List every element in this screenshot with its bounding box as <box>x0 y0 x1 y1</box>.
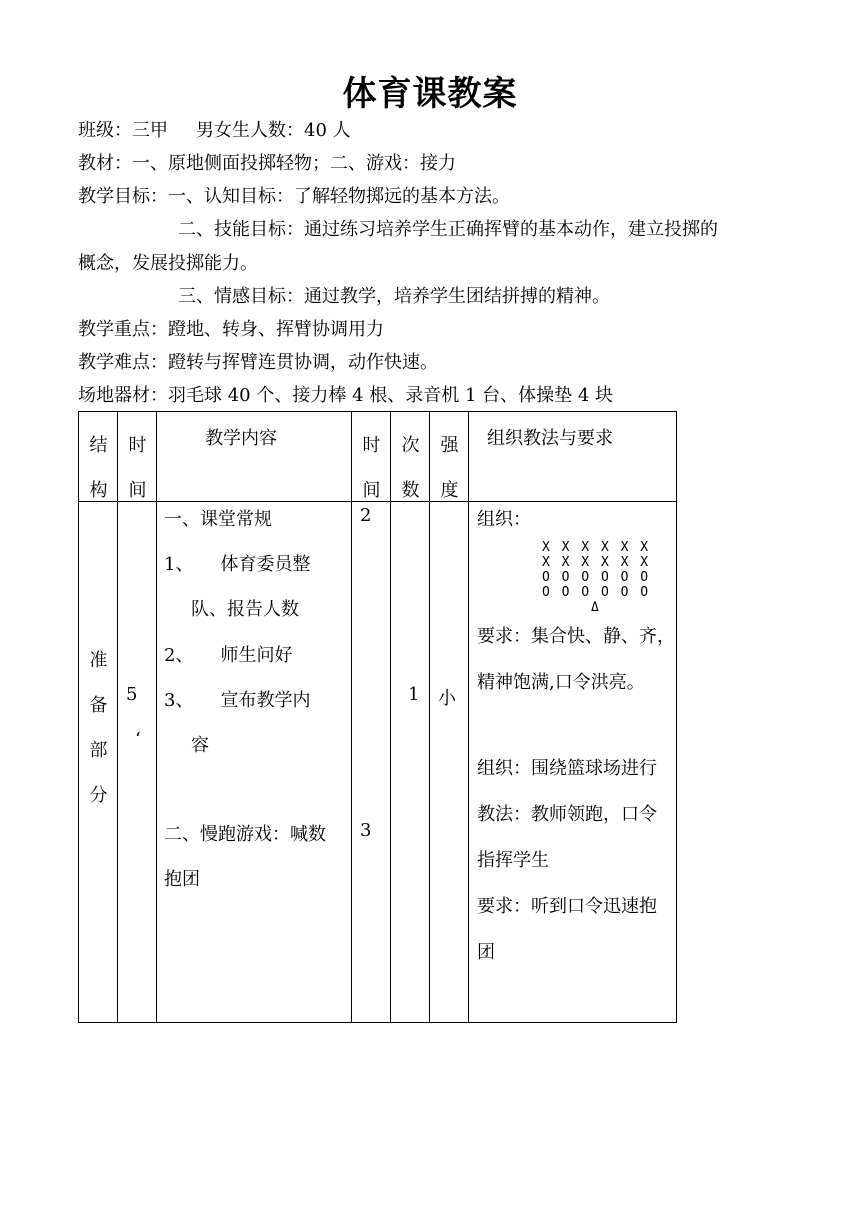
header-content <box>157 412 352 502</box>
formation-row-2: X X X X X X <box>542 555 651 570</box>
header-time2-2: 间 <box>362 480 381 501</box>
class-label: 班级：三甲 <box>78 120 168 141</box>
header-count-2: 数 <box>401 480 420 501</box>
equipment: 场地器材：羽毛球 40 个、接力棒 4 根、录音机 1 台、体操垫 4 块 <box>78 385 614 406</box>
goal-label: 教学目标： <box>78 186 168 207</box>
structure-char-1: 准 <box>89 650 108 671</box>
student-count: 男女生人数：40 人 <box>196 120 351 141</box>
requirement-1b: 精神饱满,口令洪亮。 <box>477 672 645 693</box>
method-b: 指挥学生 <box>477 850 549 871</box>
class-info-line <box>78 119 351 143</box>
content-item-1-1b: 队、报告人数 <box>191 599 299 620</box>
header-org <box>469 412 677 502</box>
content-item-1-1a: 1、 体育委员整 <box>164 554 311 575</box>
header-content-label: 教学内容 <box>205 428 277 449</box>
content-item-1-3b: 容 <box>191 735 209 756</box>
header-time2-1: 时 <box>362 435 381 456</box>
table-row-prep <box>79 502 677 1023</box>
page-title: 体育课教案 <box>342 74 518 114</box>
cell-org <box>469 502 677 1023</box>
method-a: 教法：教师领跑，口令 <box>477 804 657 825</box>
cell-time <box>118 502 157 1023</box>
cell-structure <box>79 502 118 1023</box>
cell-time2 <box>352 502 391 1023</box>
formation-diagram <box>542 540 650 615</box>
lesson-plan-table <box>78 411 677 1023</box>
formation-row-3: O O O O O O <box>542 570 651 585</box>
content-item-1-2: 2、 师生问好 <box>164 645 293 666</box>
cell-intensity <box>430 502 469 1023</box>
header-count-1: 次 <box>401 435 420 456</box>
header-time-1: 时 <box>128 435 147 456</box>
org-label-2: 组织：围绕篮球场进行 <box>477 758 657 779</box>
goal-line-1 <box>78 185 510 209</box>
intensity-value: 小 <box>438 688 456 709</box>
formation-row-1: X X X X X X <box>542 540 651 555</box>
formation-row-4: O O O O O O <box>542 585 651 600</box>
cell-content <box>157 502 352 1023</box>
difficulty: 教学难点：蹬转与挥臂连贯协调，动作快速。 <box>78 352 438 373</box>
content-item-2a: 二、慢跑游戏：喊数 <box>164 824 326 845</box>
content-item-1: 一、课堂常规 <box>164 509 272 530</box>
requirement-2b: 团 <box>477 942 495 963</box>
goal-skill-line-a: 二、技能目标：通过练习培养学生正确挥臂的基本动作，建立投掷的 <box>178 219 718 240</box>
time-value: 5 <box>126 684 138 705</box>
header-structure-2: 构 <box>89 480 108 501</box>
time2-value-a: 2 <box>360 505 372 526</box>
cell-count <box>391 502 430 1023</box>
count-value: 1 <box>408 684 420 705</box>
goal-emotion: 三、情感目标：通过教学，培养学生团结拼搏的精神。 <box>178 286 610 307</box>
requirement-2a: 要求：听到口令迅速抱 <box>477 896 657 917</box>
material-line: 教材：一、原地侧面投掷轻物；二、游戏：接力 <box>78 153 456 174</box>
content-item-1-3a: 3、 宣布教学内 <box>164 690 311 711</box>
header-intensity-2: 度 <box>440 480 459 501</box>
table-header-row <box>79 412 677 502</box>
goal-skill-line-b: 概念，发展投掷能力。 <box>78 253 258 274</box>
time-mark: ‘ <box>135 729 141 750</box>
header-intensity-1: 强 <box>440 435 459 456</box>
header-org-label: 组织教法与要求 <box>487 428 613 449</box>
teacher-marker: Δ <box>591 600 601 615</box>
structure-char-3: 部 <box>89 740 108 761</box>
structure-char-4: 分 <box>89 785 108 806</box>
key-point: 教学重点：蹬地、转身、挥臂协调用力 <box>78 319 384 340</box>
content-item-2b: 抱团 <box>164 869 200 890</box>
requirement-1a: 要求：集合快、静、齐， <box>477 626 675 647</box>
structure-char-2: 备 <box>89 695 108 716</box>
time2-value-b: 3 <box>360 820 372 841</box>
header-time-2: 间 <box>128 480 147 501</box>
header-structure <box>79 412 118 502</box>
header-time <box>118 412 157 502</box>
org-label-1: 组织： <box>477 509 531 530</box>
header-count <box>391 412 430 502</box>
header-structure-1: 结 <box>89 435 108 456</box>
header-time2 <box>352 412 391 502</box>
goal-cognitive: 一、认知目标：了解轻物掷远的基本方法。 <box>168 186 510 207</box>
header-intensity <box>430 412 469 502</box>
